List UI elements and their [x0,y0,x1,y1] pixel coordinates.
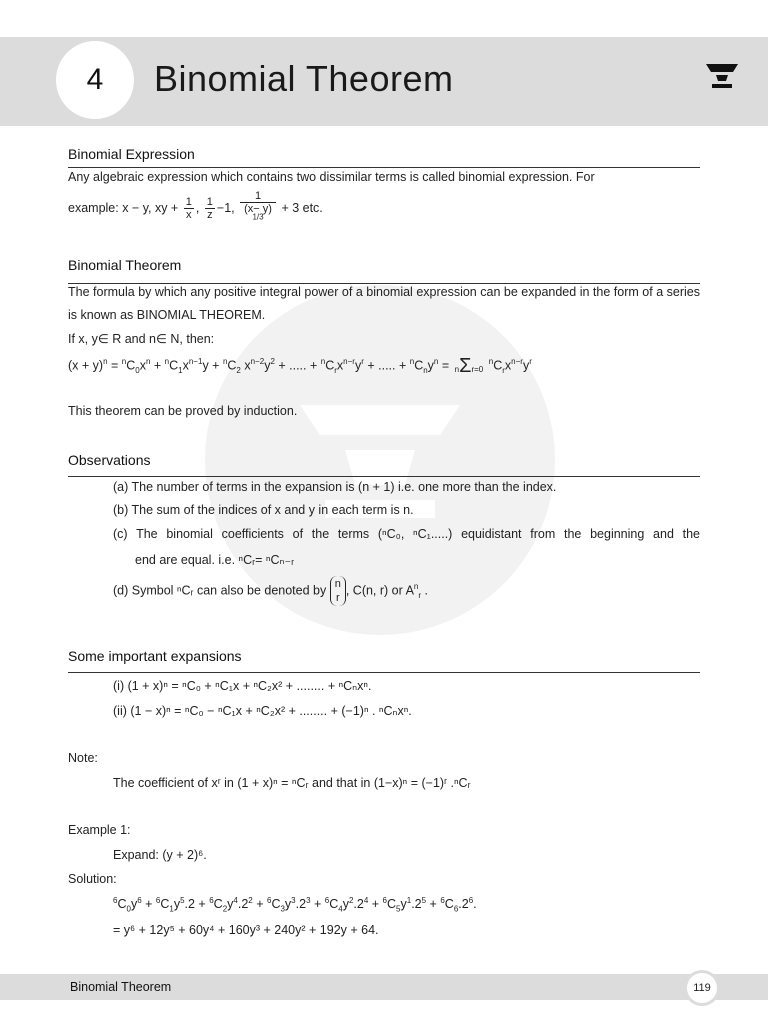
note-label: Note: [68,751,98,765]
example-label: Example 1: [68,823,131,837]
brand-logo-icon [706,62,738,90]
observation-a: (a) The number of terms in the expansion is (n + 1) i.e. one more than the index. [113,480,557,494]
fraction-one-over-cube-root: 1 (x− y) $^{1/3}$ [240,190,276,227]
page-number: 119 [684,970,720,1006]
section-title-binomial-theorem: Binomial Theorem [68,257,182,273]
binomial-coefficient-notation: n r [330,576,346,606]
solution-step-2: = y⁶ + 12y⁵ + 60y⁴ + 160y³ + 240y² + 192y + 64. [113,923,379,937]
observation-d: (d) Symbol ⁿCᵣ can also be denoted by n r, C(n, r) or $A^n_r$ . [113,578,428,604]
section-title-important-expansions: Some important expansions [68,648,242,664]
induction-note: This theorem can be proved by induction. [68,404,298,418]
example-question: Expand: (y + 2)⁶. [113,848,207,862]
observation-c: (c) The binomial coefficients of the terms (ⁿC₀, ⁿC₁.....) equidistant from the beginning and the [113,527,700,541]
binomial-expression-definition: Any algebraic expression which contains two dissimilar terms is called binomial expression. For [68,170,595,184]
fraction-one-over-z: $\frac{1}{z}$ [206,196,213,221]
binomial-theorem-formula: $(x + y)^n = ^nC_0x^n + ^nC_1x^{n-1}y + ^nC_2$ $x^{n-2}y^2$ + ..... + $^nC_rx^{n-r}y^r$ + ..... + $^nC_ny^n = n\Sigma r=0$ $^nC_rx^{n-r}y^r$ [68,355,532,377]
fraction-one-over-x: $\frac{1}{x}$ [185,196,192,221]
solution-step-1: $^6C_0y^6 + ^6C_1y^5.2 + ^6C_2y^4.2^2 + ^6C_3y^3.2^3 + ^6C_4y^2.2^4 + ^6C_5y^1.2^5 + ^6C_6.2^6$. [113,895,477,914]
observation-b: (b) The sum of the indices of x and y in each term is n. [113,503,414,517]
summation-symbol: nΣr=0 [454,355,484,377]
observation-c-continued: end are equal. i.e. ⁿCᵣ= ⁿCₙ₋ᵣ [135,553,295,567]
binomial-expression-examples: example: x − y, xy + $\frac{1}{x}$ , $\frac{1}{z}$ −1, 1 (x− y) $^{1/3}$ + 3 etc. [68,190,323,227]
section-rule [68,672,700,673]
expansion-ii: (ii) (1 − x)ⁿ = ⁿC₀ − ⁿC₁x + ⁿC₂x² + ........ + (−1)ⁿ . ⁿCₙxⁿ. [113,704,412,718]
section-rule [68,476,700,477]
footer-title: Binomial Theorem [70,980,172,994]
expansion-i: (i) (1 + x)ⁿ = ⁿC₀ + ⁿC₁x + ⁿC₂x² + ........ + ⁿCₙxⁿ. [113,679,372,693]
chapter-title: Binomial Theorem [154,58,454,99]
section-title-observations: Observations [68,452,151,468]
section-title-binomial-expression: Binomial Expression [68,146,195,162]
solution-label: Solution: [68,872,117,886]
note-text: The coefficient of xʳ in (1 + x)ⁿ = ⁿCᵣ and that in (1−x)ⁿ = (−1)ʳ .ⁿCᵣ [113,776,471,790]
binomial-theorem-condition: If x, y∈ R and n∈ N, then: [68,332,215,346]
binomial-theorem-definition: The formula by which any positive integral power of a binomial expression can be expanded in the form of a series is known as BINOMIAL THEOREM. [68,285,700,322]
chapter-number: 4 [52,37,138,123]
